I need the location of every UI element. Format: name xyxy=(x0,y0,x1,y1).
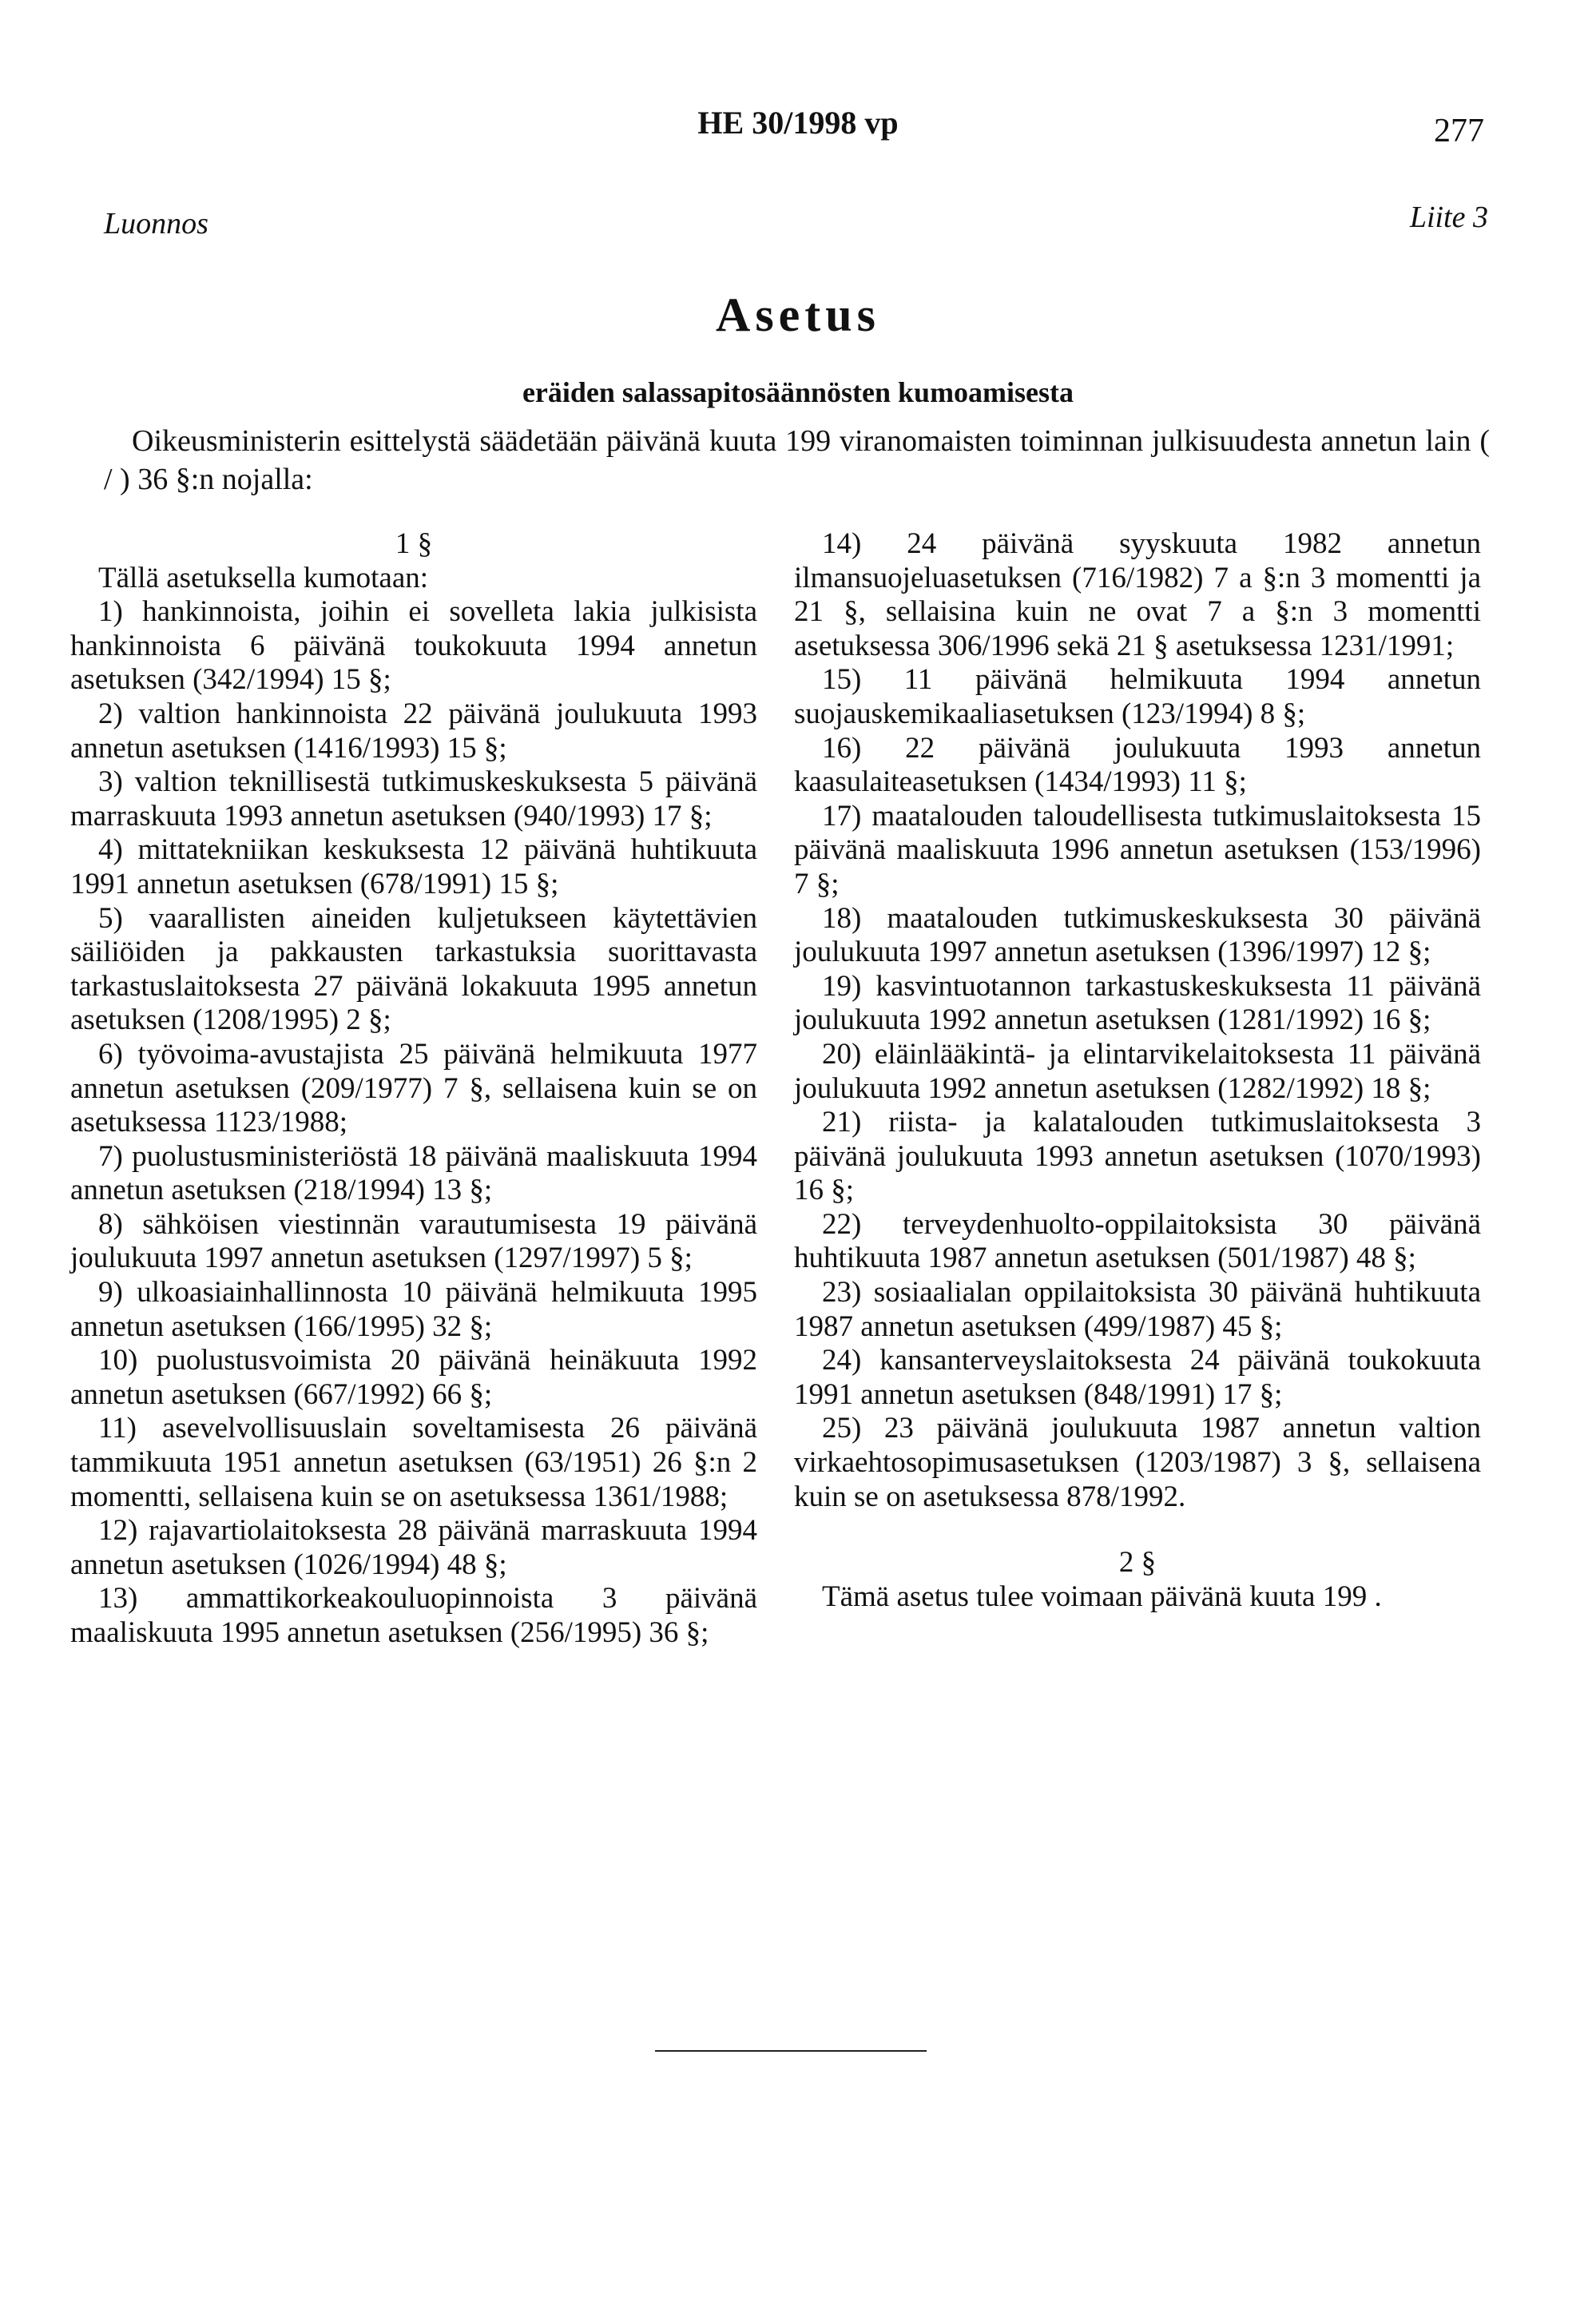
repeal-item-12: 12) rajavartiolaitoksesta 28 päivänä marraskuuta 1994 annetun asetuksen (1026/1994) 48 §; xyxy=(70,1514,757,1581)
repeal-item-7: 7) puolustusministeriöstä 18 päivänä maaliskuuta 1994 annetun asetuksen (218/1994) 13 §; xyxy=(70,1139,757,1207)
repeal-item-21: 21) riista- ja kalatalouden tutkimuslaitoksesta 3 päivänä joulukuuta 1993 annetun asetuksen (1070/1993) 16 §; xyxy=(794,1106,1481,1207)
repeal-item-2: 2) valtion hankinnoista 22 päivänä joulukuuta 1993 annetun asetuksen (1416/1993) 15 §; xyxy=(70,697,757,765)
repeal-item-5: 5) vaarallisten aineiden kuljetukseen käytettävien säiliöiden ja pakkausten tarkastuksia suorittavasta tarkastuslaitoksesta 27 päivänä lokakuuta 1995 annetun asetuksen (1208/1995) 2 §; xyxy=(70,901,757,1037)
decree-subtitle: eräiden salassapitosäännösten kumoamisesta xyxy=(522,376,1074,408)
repeal-item-23: 23) sosiaalialan oppilaitoksista 30 päivänä huhtikuuta 1987 annetun asetuksen (499/1987) 45 §; xyxy=(794,1276,1481,1343)
repeal-item-19: 19) kasvintuotannon tarkastuskeskuksesta 11 päivänä joulukuuta 1992 annetun asetuksen (1281/1992) 16 §; xyxy=(794,969,1481,1037)
appendix-label: Liite 3 xyxy=(1409,201,1488,234)
document-code: HE 30/1998 vp xyxy=(697,105,899,141)
repeal-item-8: 8) sähköisen viestinnän varautumisesta 19 päivänä joulukuuta 1997 annetun asetuksen (1297/1997) 5 §; xyxy=(70,1207,757,1275)
section-2-text: Tämä asetus tulee voimaan päivänä kuuta 199 . xyxy=(822,1580,1382,1613)
repeal-item-20: 20) eläinlääkintä- ja elintarvikelaitoksesta 11 päivänä joulukuuta 1992 annetun asetuksen (1282/1992) 18 §; xyxy=(794,1037,1481,1105)
repeal-item-14: 14) 24 päivänä syyskuuta 1982 annetun ilmansuojeluasetuksen (716/1982) 7 a §:n 3 momentti ja 21 §, sellaisina kuin ne ovat 7 a §:n 3 momentti asetuksessa 306/1996 sekä 21 § asetuksessa 1231/1991; xyxy=(794,527,1481,662)
section-1-intro: Tällä asetuksella kumotaan: xyxy=(98,561,429,594)
repeal-item-13: 13) ammattikorkeakouluopinnoista 3 päivänä maaliskuuta 1995 annetun asetuksen (256/1995) 36 §; xyxy=(70,1582,757,1649)
repeal-item-4: 4) mittatekniikan keskuksesta 12 päivänä huhtikuuta 1991 annetun asetuksen (678/1991) 15 §; xyxy=(70,833,757,900)
repeal-item-25: 25) 23 päivänä joulukuuta 1987 annetun valtion virkaehtosopimusasetuksen (1203/1987) 3 §, sellaisena kuin se on asetuksessa 878/1992. xyxy=(794,1412,1481,1513)
repeal-item-15: 15) 11 päivänä helmikuuta 1994 annetun suojauskemikaaliasetuksen (123/1994) 8 §; xyxy=(794,663,1481,730)
preamble-paragraph: Oikeusministerin esittelystä säädetään päivänä kuuta 199 viranomaisten toiminnan julkisuudesta annetun lain ( / ) 36 §:n nojalla: xyxy=(104,424,1490,496)
draft-label: Luonnos xyxy=(104,207,208,240)
repeal-item-1: 1) hankinnoista, joihin ei sovelleta lakia julkisista hankinnoista 6 päivänä toukokuuta 1994 annetun asetuksen (342/1994) 15 §; xyxy=(70,595,757,697)
repeal-item-24: 24) kansanterveyslaitoksesta 24 päivänä toukokuuta 1991 annetun asetuksen (848/1991) 17 §; xyxy=(794,1344,1481,1411)
repeal-item-11: 11) asevelvollisuuslain soveltamisesta 26 päivänä tammikuuta 1951 annetun asetuksen (63/1951) 26 §:n 2 momentti, sellaisena kuin se on asetuksessa 1361/1988; xyxy=(70,1412,757,1513)
left-column xyxy=(70,527,757,1651)
page-number: 277 xyxy=(1434,113,1484,149)
repeal-item-18: 18) maatalouden tutkimuskeskuksesta 30 päivänä joulukuuta 1997 annetun asetuksen (1396/1997) 12 §; xyxy=(794,901,1481,969)
decree-title: Asetus xyxy=(715,288,880,341)
right-column xyxy=(794,527,1481,1614)
section-1-heading: 1 § xyxy=(395,527,433,560)
repeal-item-17: 17) maatalouden taloudellisesta tutkimuslaitoksesta 15 päivänä maaliskuuta 1996 annetun asetuksen (153/1996) 7 §; xyxy=(794,799,1481,900)
repeal-item-10: 10) puolustusvoimista 20 päivänä heinäkuuta 1992 annetun asetuksen (667/1992) 66 §; xyxy=(70,1344,757,1411)
section-2-heading: 2 § xyxy=(1118,1546,1157,1580)
repeal-item-3: 3) valtion teknillisestä tutkimuskeskuksesta 5 päivänä marraskuuta 1993 annetun asetuksen (940/1993) 17 §; xyxy=(70,765,757,833)
end-rule xyxy=(655,2050,927,2052)
repeal-item-6: 6) työvoima-avustajista 25 päivänä helmikuuta 1977 annetun asetuksen (209/1977) 7 §, sellaisena kuin se on asetuksessa 1123/1988; xyxy=(70,1037,757,1139)
repeal-item-22: 22) terveydenhuolto-oppilaitoksista 30 päivänä huhtikuuta 1987 annetun asetuksen (501/1987) 48 §; xyxy=(794,1207,1481,1275)
repeal-item-16: 16) 22 päivänä joulukuuta 1993 annetun kaasulaiteasetuksen (1434/1993) 11 §; xyxy=(794,731,1481,799)
repeal-item-9: 9) ulkoasiainhallinnosta 10 päivänä helmikuuta 1995 annetun asetuksen (166/1995) 32 §; xyxy=(70,1276,757,1343)
